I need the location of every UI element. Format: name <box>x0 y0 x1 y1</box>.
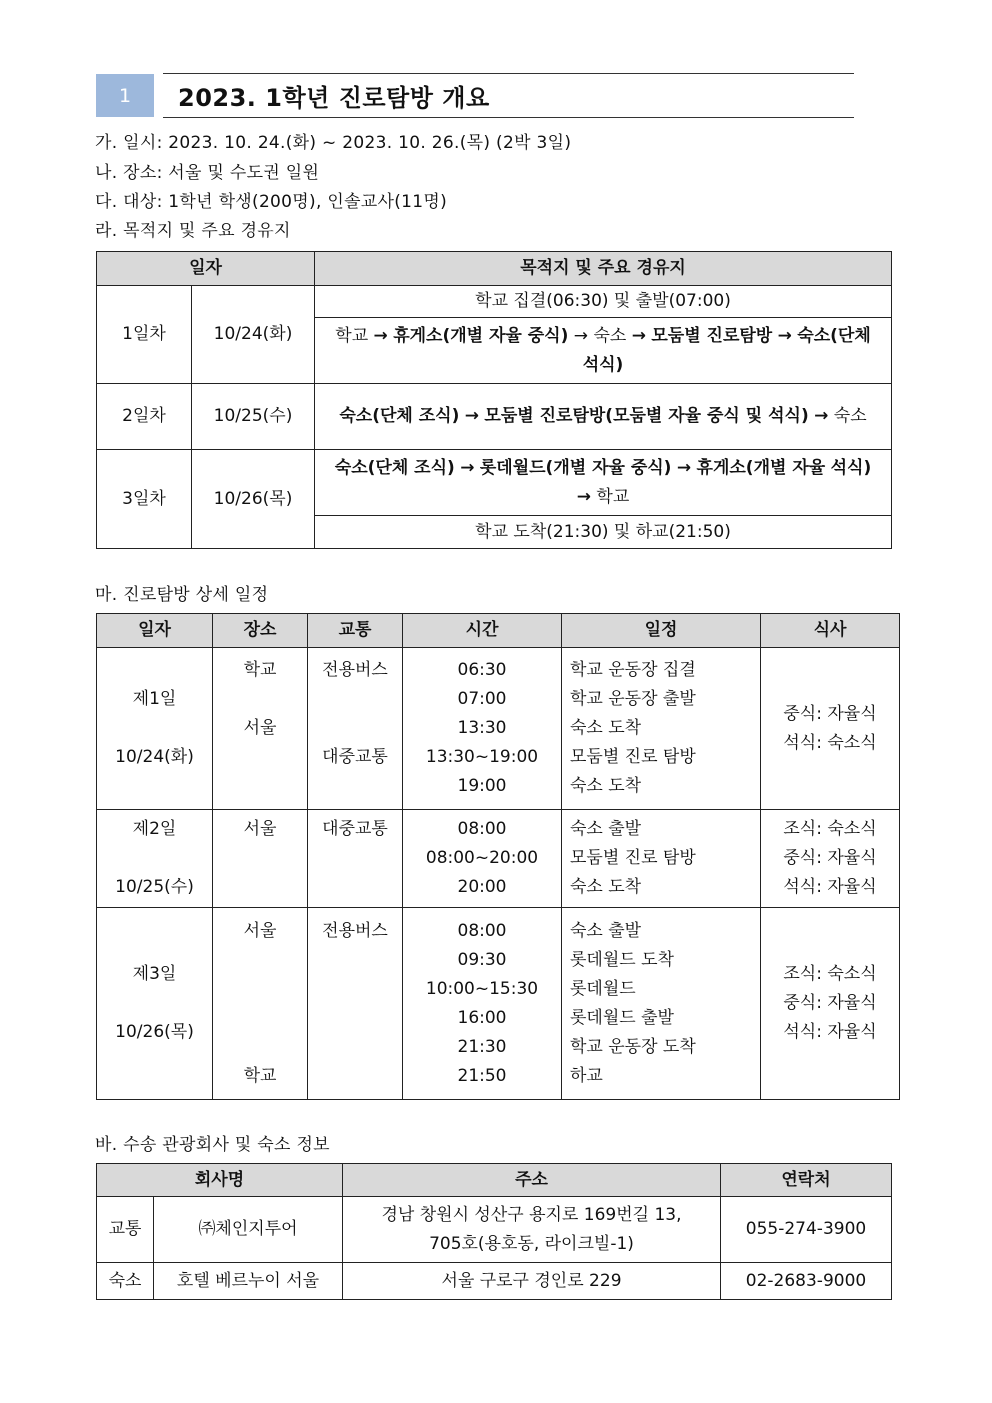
route-table <box>96 251 892 549</box>
company-table <box>96 1163 892 1300</box>
schedule-day1-places: 학교 서울 <box>213 648 308 810</box>
route-header-day: 일자 <box>97 252 315 286</box>
schedule-day2-times: 08:00 08:00~20:00 20:00 <box>403 810 562 908</box>
schedule-header-meals: 식사 <box>761 614 900 648</box>
overview-place: 나. 장소: 서울 및 수도권 일원 <box>95 163 320 183</box>
title-rule-top <box>163 73 854 74</box>
schedule-day2-events: 숙소 출발 모둠별 진로 탐방 숙소 도착 <box>562 810 761 908</box>
route-day3-label: 3일차 <box>97 450 192 549</box>
overview-target: 다. 대상: 1학년 학생(200명), 인솔교사(11명) <box>95 192 448 212</box>
schedule-header-events: 일정 <box>562 614 761 648</box>
schedule-day1-label: 제1일 10/24(화) <box>97 648 213 810</box>
route-day1-label: 1일차 <box>97 286 192 384</box>
schedule-day3-times: 08:00 09:30 10:00~15:30 16:00 21:30 21:50 <box>403 908 562 1100</box>
schedule-table <box>96 613 900 1100</box>
schedule-day1-transport: 전용버스 대중교통 <box>308 648 403 810</box>
schedule-day3-events: 숙소 출발 롯데월드 도착 롯데월드 롯데월드 출발 학교 운동장 도착 하교 <box>562 908 761 1100</box>
schedule-header-day: 일자 <box>97 614 213 648</box>
schedule-day1-events: 학교 운동장 집결 학교 운동장 출발 숙소 도착 모둠별 진로 탐방 숙소 도착 <box>562 648 761 810</box>
company-header-address: 주소 <box>343 1164 721 1197</box>
route-day3-path: 숙소(단체 조식) → 롯데월드(개별 자율 중식) → 휴게소(개별 자율 석식) → 학교 <box>315 450 892 516</box>
title-rule-bottom <box>163 117 854 118</box>
page-title: 2023. 1학년 진로탐방 개요 <box>178 84 490 112</box>
route-day1-date: 10/24(화) <box>192 286 315 384</box>
company-transport-phone: 055-274-3900 <box>721 1197 892 1263</box>
schedule-header-place: 장소 <box>213 614 308 648</box>
route-day2-label: 2일차 <box>97 384 192 450</box>
schedule-day1-times: 06:30 07:00 13:30 13:30~19:00 19:00 <box>403 648 562 810</box>
section-number-badge: 1 <box>96 74 154 117</box>
company-lodging-type: 숙소 <box>97 1263 154 1300</box>
company-transport-type: 교통 <box>97 1197 154 1263</box>
schedule-day3-transport: 전용버스 <box>308 908 403 1100</box>
schedule-heading: 마. 진로탐방 상세 일정 <box>95 585 269 605</box>
schedule-day3-places: 서울 학교 <box>213 908 308 1100</box>
company-lodging-name: 호텔 베르누이 서울 <box>154 1263 343 1300</box>
company-transport-name: ㈜체인지투어 <box>154 1197 343 1263</box>
route-day1-gather: 학교 집결(06:30) 및 출발(07:00) <box>315 286 892 318</box>
destination-heading: 라. 목적지 및 주요 경유지 <box>95 221 291 241</box>
route-header-destination: 목적지 및 주요 경유지 <box>315 252 892 286</box>
company-transport-address: 경남 창원시 성산구 용지로 169번길 13, 705호(용호동, 라이크빌-1) <box>343 1197 721 1263</box>
schedule-day2-transport: 대중교통 <box>308 810 403 908</box>
route-day1-path: 학교 → 휴게소(개별 자율 중식) → 숙소 → 모둠별 진로탐방 → 숙소(단체 석식) <box>315 318 892 384</box>
company-heading: 바. 수송 관광회사 및 숙소 정보 <box>95 1135 330 1155</box>
company-header-contact: 연락처 <box>721 1164 892 1197</box>
overview-date: 가. 일시: 2023. 10. 24.(화) ~ 2023. 10. 26.(목) (2박 3일) <box>95 133 572 153</box>
route-day2-path: 숙소(단체 조식) → 모둠별 진로탐방(모둠별 자율 중식 및 석식) → 숙소 <box>315 384 892 450</box>
schedule-day1-meals: 중식: 자율식 석식: 숙소식 <box>761 648 900 810</box>
company-header-name: 회사명 <box>97 1164 343 1197</box>
schedule-day2-places: 서울 <box>213 810 308 908</box>
schedule-header-transport: 교통 <box>308 614 403 648</box>
schedule-day2-meals: 조식: 숙소식 중식: 자율식 석식: 자율식 <box>761 810 900 908</box>
schedule-day2-label: 제2일 10/25(수) <box>97 810 213 908</box>
route-day3-date: 10/26(목) <box>192 450 315 549</box>
company-lodging-address: 서울 구로구 경인로 229 <box>343 1263 721 1300</box>
route-day3-arrive: 학교 도착(21:30) 및 하교(21:50) <box>315 516 892 549</box>
schedule-day3-meals: 조식: 숙소식 중식: 자율식 석식: 자율식 <box>761 908 900 1100</box>
schedule-day3-label: 제3일 10/26(목) <box>97 908 213 1100</box>
schedule-header-time: 시간 <box>403 614 562 648</box>
company-lodging-phone: 02-2683-9000 <box>721 1263 892 1300</box>
route-day2-date: 10/25(수) <box>192 384 315 450</box>
